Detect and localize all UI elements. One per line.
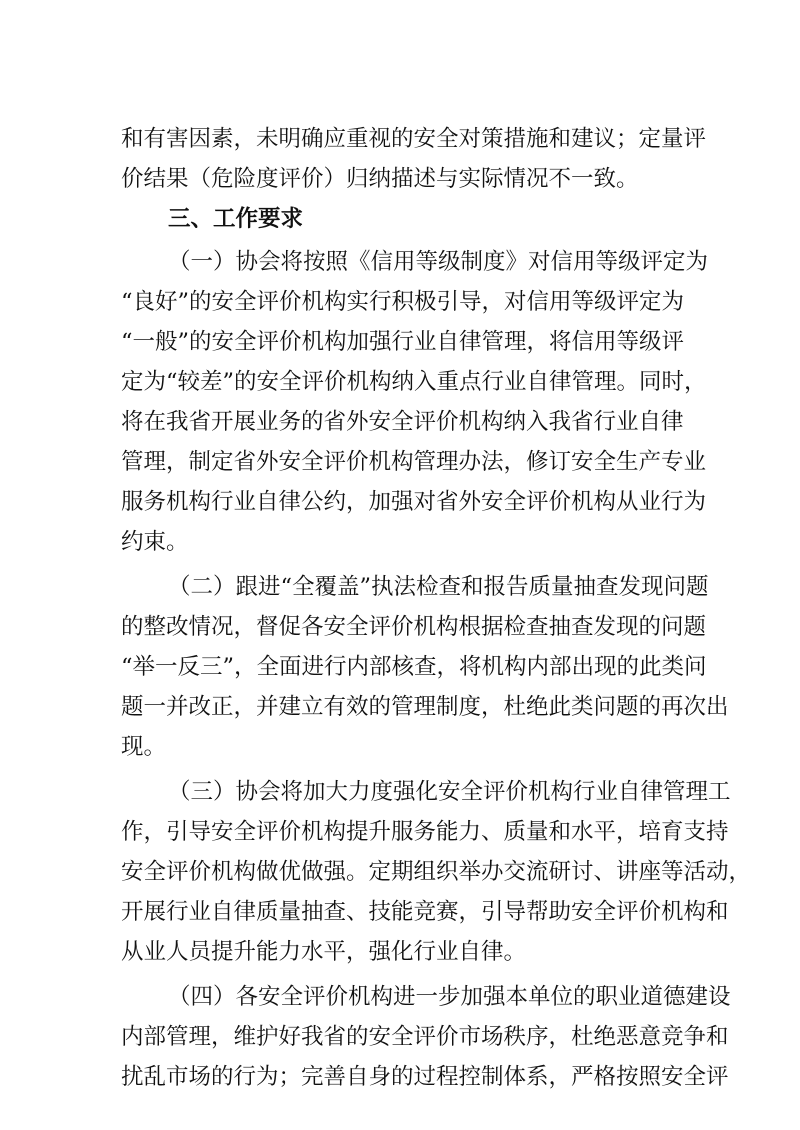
body-text-line: 安全评价机构做优做强。定期组织举办交流研讨、讲座等活动， bbox=[121, 859, 752, 885]
body-text-line: 扰乱市场的行为；完善自身的过程控制体系，严格按照安全评 bbox=[121, 1064, 729, 1090]
body-text-line: 将在我省开展业务的省外安全评价机构纳入我省行业自律 bbox=[121, 409, 684, 435]
body-text-line: 价结果（危险度评价）归纳描述与实际情况不一致。 bbox=[121, 166, 639, 192]
body-text-line: “举一反三”，全面进行内部核查，将机构内部出现的此类问 bbox=[121, 654, 707, 680]
body-text-line: 题一并改正，并建立有效的管理制度，杜绝此类问题的再次出 bbox=[121, 694, 729, 720]
body-text-line: （四）各安全评价机构进一步加强本单位的职业道德建设 bbox=[168, 984, 731, 1010]
body-text-line: （二）跟进“全覆盖”执法检查和报告质量抽查发现问题 bbox=[168, 574, 709, 600]
body-text-line: 内部管理，维护好我省的安全评价市场秩序，杜绝恶意竞争和 bbox=[121, 1024, 729, 1050]
body-text-line: 约束。 bbox=[121, 529, 189, 555]
body-text-line: 服务机构行业自律公约，加强对省外安全评价机构从业行为 bbox=[121, 489, 707, 515]
body-text-line: 定为“较差”的安全评价机构纳入重点行业自律管理。同时， bbox=[121, 369, 707, 395]
body-text-line: （一）协会将按照《信用等级制度》对信用等级评定为 bbox=[168, 249, 709, 275]
body-text-line: 的整改情况，督促各安全评价机构根据检查抽查发现的问题 bbox=[121, 614, 707, 640]
body-text-line: 管理，制定省外安全评价机构管理办法，修订安全生产专业 bbox=[121, 449, 707, 475]
body-text-line: 开展行业自律质量抽查、技能竞赛，引导帮助安全评价机构和 bbox=[121, 899, 729, 925]
body-text-line: “一般”的安全评价机构加强行业自律管理，将信用等级评 bbox=[121, 329, 685, 355]
body-text-line: “良好”的安全评价机构实行积极引导，对信用等级评定为 bbox=[121, 289, 685, 315]
section-heading: 三、工作要求 bbox=[168, 206, 304, 232]
body-text-line: 现。 bbox=[121, 734, 167, 760]
body-text-line: （三）协会将加大力度强化安全评价机构行业自律管理工 bbox=[168, 779, 731, 805]
body-text-line: 作，引导安全评价机构提升服务能力、质量和水平，培育支持 bbox=[121, 819, 729, 845]
body-text-line: 从业人员提升能力水平，强化行业自律。 bbox=[121, 939, 527, 965]
body-text-line: 和有害因素，未明确应重视的安全对策措施和建议；定量评 bbox=[121, 126, 707, 152]
